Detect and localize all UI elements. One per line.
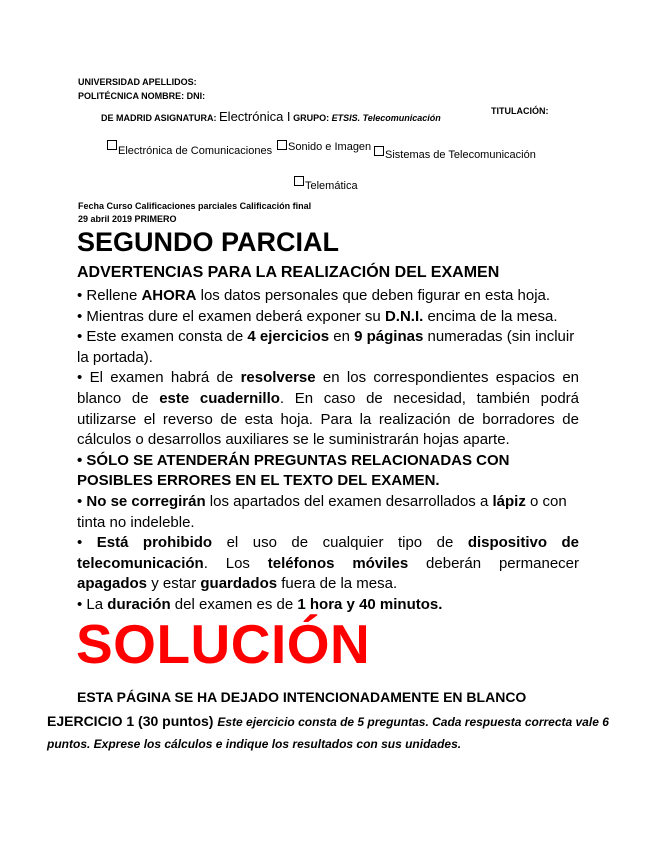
bullet-2: • Mientras dure el examen deberá exponer su D.N.I. encima de la mesa. (77, 307, 558, 325)
info-values: 29 abril 2019 PRIMERO (78, 214, 177, 224)
bullet-1: • Rellene AHORA los datos personales que deben figurar en esta hoja. (77, 287, 551, 304)
checkbox-icon[interactable] (277, 140, 287, 150)
header-line-1: UNIVERSIDAD APELLIDOS: (78, 77, 197, 87)
option-sistemas[interactable]: Sistemas de Telecomunicación (374, 145, 536, 157)
option-telematica[interactable]: Telemática (294, 175, 358, 187)
solution-heading: SOLUCIÓN (76, 613, 371, 675)
grupo-label: GRUPO: (293, 113, 330, 123)
exercise-1 (47, 711, 617, 755)
checkbox-icon[interactable] (294, 176, 304, 186)
bullet-4: • El examen habrá de resolverse en los correspondientes espacios en blanco de este cuadernillo. En caso de necesidad, también podrá utilizarse el reverso de esta hoja. Para la realización de borradores de cálculos o desarrollos auxiliares se le suministrarán hojas aparte. (77, 369, 579, 449)
header-line-3 (101, 109, 441, 124)
asignatura-value: Electrónica I (219, 109, 291, 124)
info-labels: Fecha Curso Calificaciones parciales Calificación final (78, 201, 312, 211)
bullet-3: • Este examen consta de 4 ejercicios en 9 páginas numeradas (sin incluir la portada). (77, 328, 575, 366)
bullet-6: • No se corregirán los apartados del examen desarrollados a lápiz o con tinta no indeleble. (77, 492, 567, 531)
grupo-value: ETSIS. Telecomunicación (331, 113, 441, 123)
checkbox-icon[interactable] (107, 140, 117, 150)
bullet-7: • Está prohibido el uso de cualquier tipo de dispositivo de telecomunicación. Los teléfonos móviles deberán permanecer apagados y estar guardados fuera de la mesa. (77, 534, 579, 593)
warnings-heading: ADVERTENCIAS PARA LA REALIZACIÓN DEL EXAMEN (77, 264, 500, 281)
option-electronica[interactable]: Electrónica de Comunicaciones (107, 139, 272, 151)
blank-page-notice: ESTA PÁGINA SE HA DEJADO INTENCIONADAMENTE EN BLANCO (77, 689, 527, 705)
bullet-5: • SÓLO SE ATENDERÁN PREGUNTAS RELACIONADAS CON POSIBLES ERRORES EN EL TEXTO DEL EXAMEN. (77, 451, 510, 490)
warnings-list (77, 286, 579, 616)
page-title: SEGUNDO PARCIAL (77, 227, 340, 257)
header-line-2: POLITÉCNICA NOMBRE: DNI: (78, 91, 206, 101)
checkbox-icon[interactable] (374, 146, 384, 156)
option-sonido[interactable]: Sonido e Imagen (277, 139, 371, 151)
titulacion-label: TITULACIÓN: (491, 106, 549, 116)
asignatura-label: DE MADRID ASIGNATURA: (101, 113, 217, 123)
exercise-text: Este ejercicio consta de 5 preguntas. Cada respuesta correcta vale 6 puntos. Exprese los cálculos e indique los resultados con sus unidades. (47, 715, 609, 751)
bullet-8: • La duración del examen es de 1 hora y 40 minutos. (77, 595, 443, 613)
exercise-label: EJERCICIO 1 (30 puntos) (47, 713, 214, 729)
